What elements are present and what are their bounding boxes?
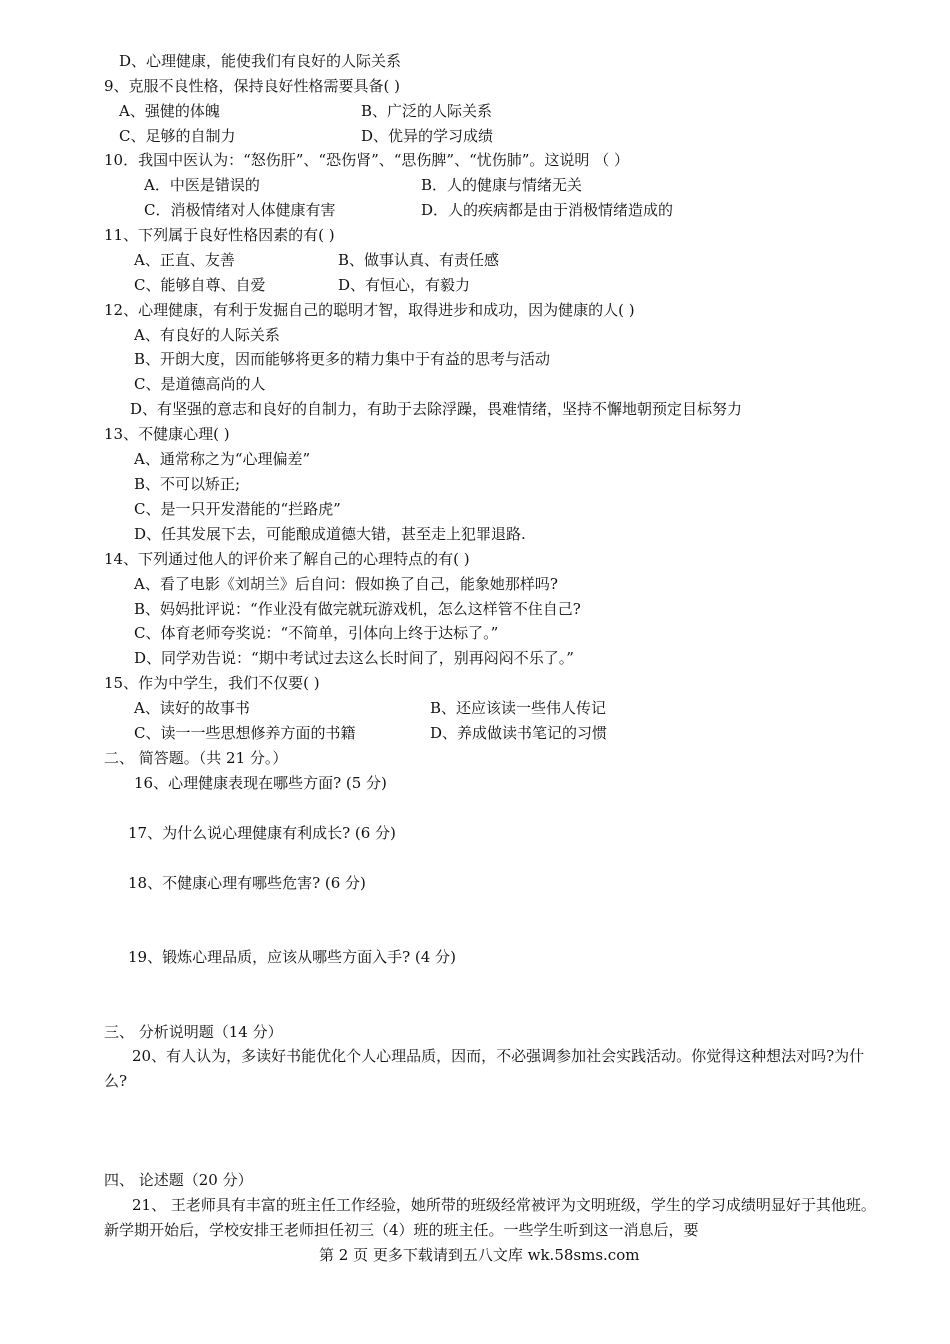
q10-option-b: B．人的健康与情绪无关 xyxy=(421,176,583,194)
q10-option-d: D．人的疾病都是由于消极情绪造成的 xyxy=(421,201,674,219)
section-4-heading: 四、 论述题（20 分） xyxy=(104,1171,253,1189)
q13-option-b: B、不可以矫正; xyxy=(134,475,241,493)
q21-stem: 21、 王老师具有丰富的班主任工作经验，她所带的班级经常被评为文明班级，学生的学习成绩明显好于其他班。新学期开始后，学校安排王老师担任初三（4）班的班主任。一些学生听到这一消息后，要 xyxy=(104,1196,876,1239)
q15-option-a: A、读好的故事书 xyxy=(134,699,250,717)
q12-option-a: A、有良好的人际关系 xyxy=(134,326,280,344)
q9-option-b: B、广泛的人际关系 xyxy=(361,102,493,120)
q9-option-c: C、足够的自制力 xyxy=(119,127,236,145)
q12-stem: 12、心理健康，有利于发掘自己的聪明才智，取得进步和成功，因为健康的人( ) xyxy=(104,301,635,319)
q10-option-a: A．中医是错误的 xyxy=(144,176,260,194)
q14-option-d: D、同学劝告说：“期中考试过去这么长时间了，别再闷闷不乐了。” xyxy=(134,649,574,667)
q13-option-d: D、任其发展下去，可能酿成道德大错，甚至走上犯罪退路. xyxy=(134,525,526,543)
q12-option-c: C、是道德高尚的人 xyxy=(134,375,266,393)
q11-option-c: C、能够自尊、自爱 xyxy=(134,276,266,294)
q14-option-b: B、妈妈批评说：“作业没有做完就玩游戏机，怎么这样管不住自己? xyxy=(134,600,581,618)
q12-option-b: B、开朗大度，因而能够将更多的精力集中于有益的思考与活动 xyxy=(134,350,551,368)
q15-stem: 15、作为中学生，我们不仅要( ) xyxy=(104,674,320,692)
q20-stem: 20、有人认为，多读好书能优化个人心理品质，因而，不必强调参加社会实践活动。你觉得这种想法对吗?为什么? xyxy=(104,1047,865,1090)
q10-stem: 10．我国中医认为：“怒伤肝”、“恐伤肾”、“思伤脾”、“忧伤肺”。这说明 （ ） xyxy=(104,151,629,169)
q13-option-a: A、通常称之为“心理偏差” xyxy=(134,450,311,468)
q8-option-d: D、心理健康，能使我们有良好的人际关系 xyxy=(119,52,402,70)
q9-option-d: D、优异的学习成绩 xyxy=(361,127,494,145)
section-3-heading: 三、 分析说明题（14 分） xyxy=(104,1023,283,1041)
q15-option-d: D、养成做读书笔记的习惯 xyxy=(430,724,608,742)
q13-stem: 13、不健康心理( ) xyxy=(104,425,230,443)
q11-option-a: A、正直、友善 xyxy=(134,251,235,269)
q14-option-a: A、看了电影《刘胡兰》后自问：假如换了自己，能象她那样吗? xyxy=(134,575,558,593)
q17-stem: 17、为什么说心理健康有利成长? (6 分) xyxy=(128,824,396,842)
q9-option-a: A、强健的体魄 xyxy=(119,102,220,120)
page-footer: 第 2 页 更多下载请到五八文库 wk.58sms.com xyxy=(319,1246,640,1264)
q11-stem: 11、下列属于良好性格因素的有( ) xyxy=(104,226,335,244)
q9-stem: 9、克服不良性格，保持良好性格需要具备( ) xyxy=(104,77,401,95)
q16-stem: 16、心理健康表现在哪些方面? (5 分) xyxy=(134,774,387,792)
q14-option-c: C、体育老师夸奖说：“不简单，引体向上终于达标了。” xyxy=(134,624,499,642)
q10-option-c: C．消极情绪对人体健康有害 xyxy=(144,201,336,219)
q11-option-b: B、做事认真、有责任感 xyxy=(338,251,500,269)
q11-option-d: D、有恒心，有毅力 xyxy=(338,276,471,294)
q12-option-d: D、有坚强的意志和良好的自制力，有助于去除浮躁，畏难情绪，坚持不懈地朝预定目标努力 xyxy=(130,400,743,418)
q13-option-c: C、是一只开发潜能的“拦路虎” xyxy=(134,500,341,518)
q15-option-b: B、还应该读一些伟人传记 xyxy=(430,699,607,717)
q18-stem: 18、不健康心理有哪些危害? (6 分) xyxy=(128,874,366,892)
q15-option-c: C、读一一些思想修养方面的书籍 xyxy=(134,724,356,742)
q19-stem: 19、锻炼心理品质，应该从哪些方面入手? (4 分) xyxy=(128,948,456,966)
q14-stem: 14、下列通过他人的评价来了解自己的心理特点的有( ) xyxy=(104,550,470,568)
section-2-heading: 二、 简答题。（共 21 分。） xyxy=(104,749,288,767)
